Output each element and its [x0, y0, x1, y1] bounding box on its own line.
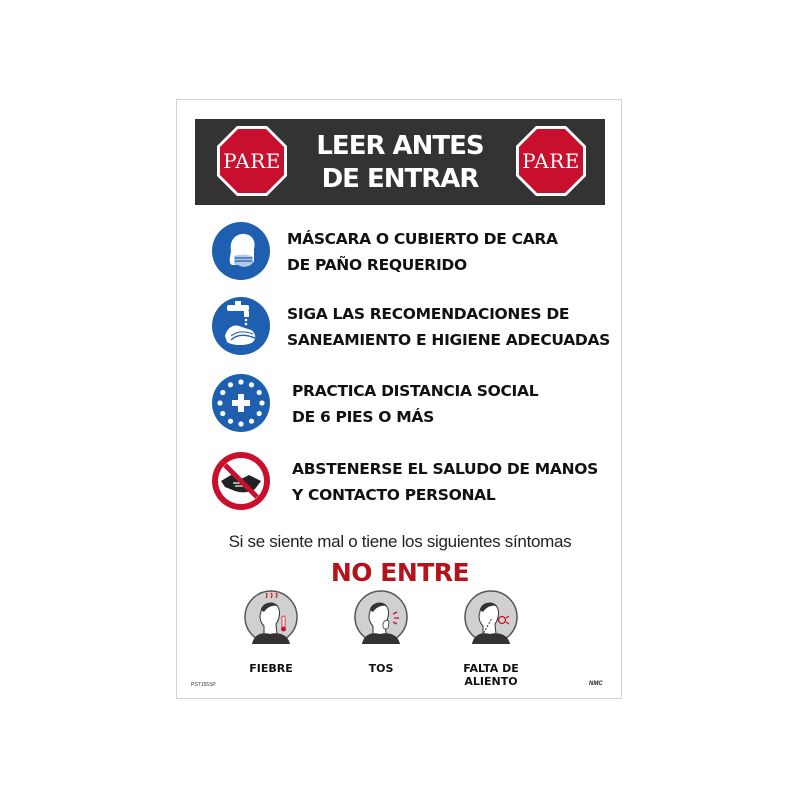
sign-header: [195, 119, 605, 205]
rule-text-line2: SANEAMIENTO E HIGIENE ADECUADAS: [287, 331, 611, 349]
symptom-label-fever: FIEBRE: [249, 662, 293, 675]
no-handshake-icon: [211, 451, 271, 511]
face-mask-icon: [211, 221, 271, 281]
rule-text-line1: MÁSCARA O CUBIERTO DE CARA: [287, 230, 558, 248]
rule-text-line2: DE 6 PIES O MÁS: [292, 408, 434, 426]
rule-text-line1: PRACTICA DISTANCIA SOCIAL: [292, 382, 539, 400]
rule-text-line2: DE PAÑO REQUERIDO: [287, 256, 467, 274]
header-title-line1: LEER ANTES: [316, 131, 484, 161]
safety-sign: [176, 99, 622, 699]
product-code: PST155SP: [191, 682, 216, 688]
stop-sign-left-label: PARE: [223, 149, 281, 173]
rule-text-line1: ABSTENERSE EL SALUDO DE MANOS: [292, 460, 599, 478]
no-enter-heading: NO ENTRE: [330, 558, 470, 587]
stop-sign-right-label: PARE: [522, 149, 580, 173]
shortness-of-breath-icon: [464, 590, 518, 644]
symptoms-notice: Si se siente mal o tiene los siguientes síntomas: [228, 532, 572, 551]
brand-logo: NMC: [589, 681, 603, 687]
hand-washing-icon: [211, 296, 271, 356]
symptom-label-breath-line2: ALIENTO: [464, 675, 518, 688]
stop-sign-right: [515, 125, 587, 197]
symptom-label-cough: TOS: [368, 662, 394, 675]
header-title-line2: DE ENTRAR: [321, 164, 479, 194]
fever-icon: [244, 590, 298, 644]
cough-icon: [354, 590, 408, 644]
rule-text-line1: SIGA LAS RECOMENDACIONES DE: [287, 305, 570, 323]
symptom-label-breath-line1: FALTA DE: [463, 662, 519, 675]
social-distance-icon: [211, 373, 271, 433]
rule-text-line2: Y CONTACTO PERSONAL: [292, 486, 496, 504]
stop-sign-left: [216, 125, 288, 197]
